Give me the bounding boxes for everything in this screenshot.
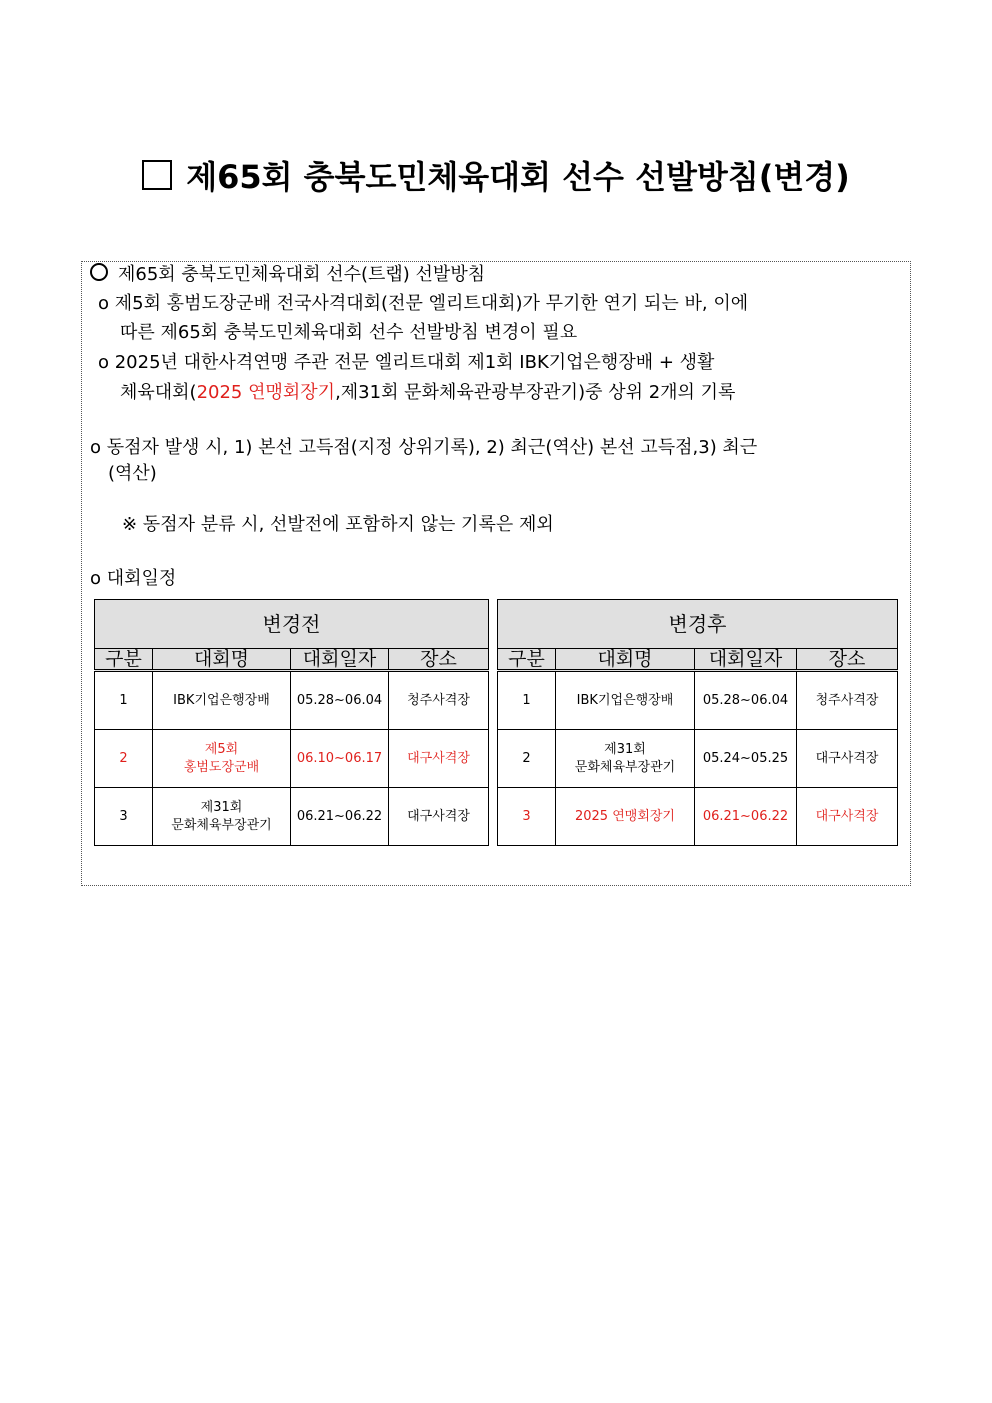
cell-no-text: 2: [522, 750, 531, 766]
cell-date-text: 06.21~06.22: [702, 808, 789, 824]
cell-place: [389, 730, 489, 788]
cell-name-text: 문화체육부장관기: [574, 759, 676, 775]
col-header-no: 구분: [95, 649, 153, 671]
section-heading: 제65회 충북도민체육대회 선수(트랩) 선발방침: [90, 263, 485, 286]
cell-no: [498, 730, 556, 788]
cell-name-text: IBK기업은행장배: [173, 692, 270, 708]
schedule-table-before: [94, 599, 489, 846]
cell-no-text: 2: [119, 750, 128, 766]
cell-no: [95, 671, 153, 730]
table-row: [498, 671, 898, 730]
cell-place-text: 대구사격장: [407, 750, 470, 766]
cell-name: [556, 788, 695, 846]
cell-no-text: 1: [119, 692, 128, 708]
cell-date: [291, 671, 389, 730]
cell-no-text: 3: [119, 808, 128, 824]
bullet3-line1: o 동점자 발생 시, 1) 본선 고득점(지정 상위기록), 2) 최근(역산) 본선 고득점,3) 최근: [90, 437, 758, 458]
cell-place-text: 대구사격장: [407, 808, 470, 824]
cell-date: [291, 730, 389, 788]
cell-no-text: 3: [522, 808, 531, 824]
col-header-no: 구분: [498, 649, 556, 671]
cell-date: [695, 671, 797, 730]
col-header-place: 장소: [797, 649, 898, 671]
cell-place-text: 대구사격장: [815, 808, 879, 824]
cell-place-text: 대구사격장: [815, 750, 879, 766]
table-row: [95, 788, 489, 846]
cell-date-text: 05.28~06.04: [702, 692, 789, 708]
cell-name: [556, 671, 695, 730]
bullet1-line2: 따른 제65회 충북도민체육대회 선수 선발방침 변경이 필요: [120, 322, 578, 343]
cell-date: [695, 788, 797, 846]
cell-name-text: 2025 연맹회장기: [574, 808, 675, 824]
cell-place: [797, 788, 898, 846]
col-header-date: 대회일자: [695, 649, 797, 671]
cell-date-text: 05.24~05.25: [702, 750, 789, 766]
cell-place: [797, 671, 898, 730]
bullet3-line2: (역산): [108, 463, 157, 484]
cell-date-text: 06.10~06.17: [296, 750, 383, 766]
cell-no: [95, 730, 153, 788]
cell-name: [556, 730, 695, 788]
col-header-place: 장소: [389, 649, 489, 671]
cell-date: [695, 730, 797, 788]
cell-date-text: 05.28~06.04: [296, 692, 383, 708]
table-row: [498, 788, 898, 846]
table-row: [95, 671, 489, 730]
highlight-text: 2025 연맹회장기: [196, 382, 336, 403]
page-title: [0, 152, 992, 198]
cell-name-text: 문화체육부장관기: [171, 817, 272, 833]
col-header-name: 대회명: [556, 649, 695, 671]
cell-name-text: 제31회: [200, 799, 243, 815]
table-after-title: 변경후: [498, 600, 898, 649]
cell-name-text: 제5회: [204, 741, 239, 757]
cell-name: [153, 788, 291, 846]
schedule-label: o 대회일정: [90, 568, 177, 589]
bullet2-line1: o 2025년 대한사격연맹 주관 전문 엘리트대회 제1회 IBK기업은행장배 + 생활: [98, 352, 715, 373]
cell-name-text: 제31회: [604, 741, 646, 757]
cell-place: [797, 730, 898, 788]
cell-name: [153, 730, 291, 788]
table-row: [95, 730, 489, 788]
circle-bullet-icon: [90, 263, 108, 281]
cell-no-text: 1: [522, 692, 531, 708]
cell-no: [498, 671, 556, 730]
col-header-name: 대회명: [153, 649, 291, 671]
note-text: ※ 동점자 분류 시, 선발전에 포함하지 않는 기록은 제외: [122, 514, 554, 535]
cell-no: [498, 788, 556, 846]
cell-name: [153, 671, 291, 730]
table-before-title: 변경전: [95, 600, 489, 649]
square-bullet-icon: [142, 160, 172, 190]
bullet2-line2: 체육대회(2025 연맹회장기,제31회 문화체육관광부장관기)중 상위 2개의 기록: [120, 382, 736, 403]
col-header-date: 대회일자: [291, 649, 389, 671]
cell-name-text: 홍범도장군배: [183, 759, 260, 775]
cell-place: [389, 671, 489, 730]
table-row: [498, 730, 898, 788]
cell-place-text: 청주사격장: [407, 692, 470, 708]
cell-place: [389, 788, 489, 846]
bullet1-line1: o 제5회 홍범도장군배 전국사격대회(전문 엘리트대회)가 무기한 연기 되는 바, 이에: [98, 293, 749, 314]
cell-name-text: IBK기업은행장배: [576, 692, 674, 708]
cell-date: [291, 788, 389, 846]
cell-date-text: 06.21~06.22: [296, 808, 383, 824]
cell-no: [95, 788, 153, 846]
schedule-table-after: [497, 599, 898, 846]
page-title-text: 제65회 충북도민체육대회 선수 선발방침(변경): [186, 158, 850, 196]
cell-place-text: 청주사격장: [815, 692, 879, 708]
